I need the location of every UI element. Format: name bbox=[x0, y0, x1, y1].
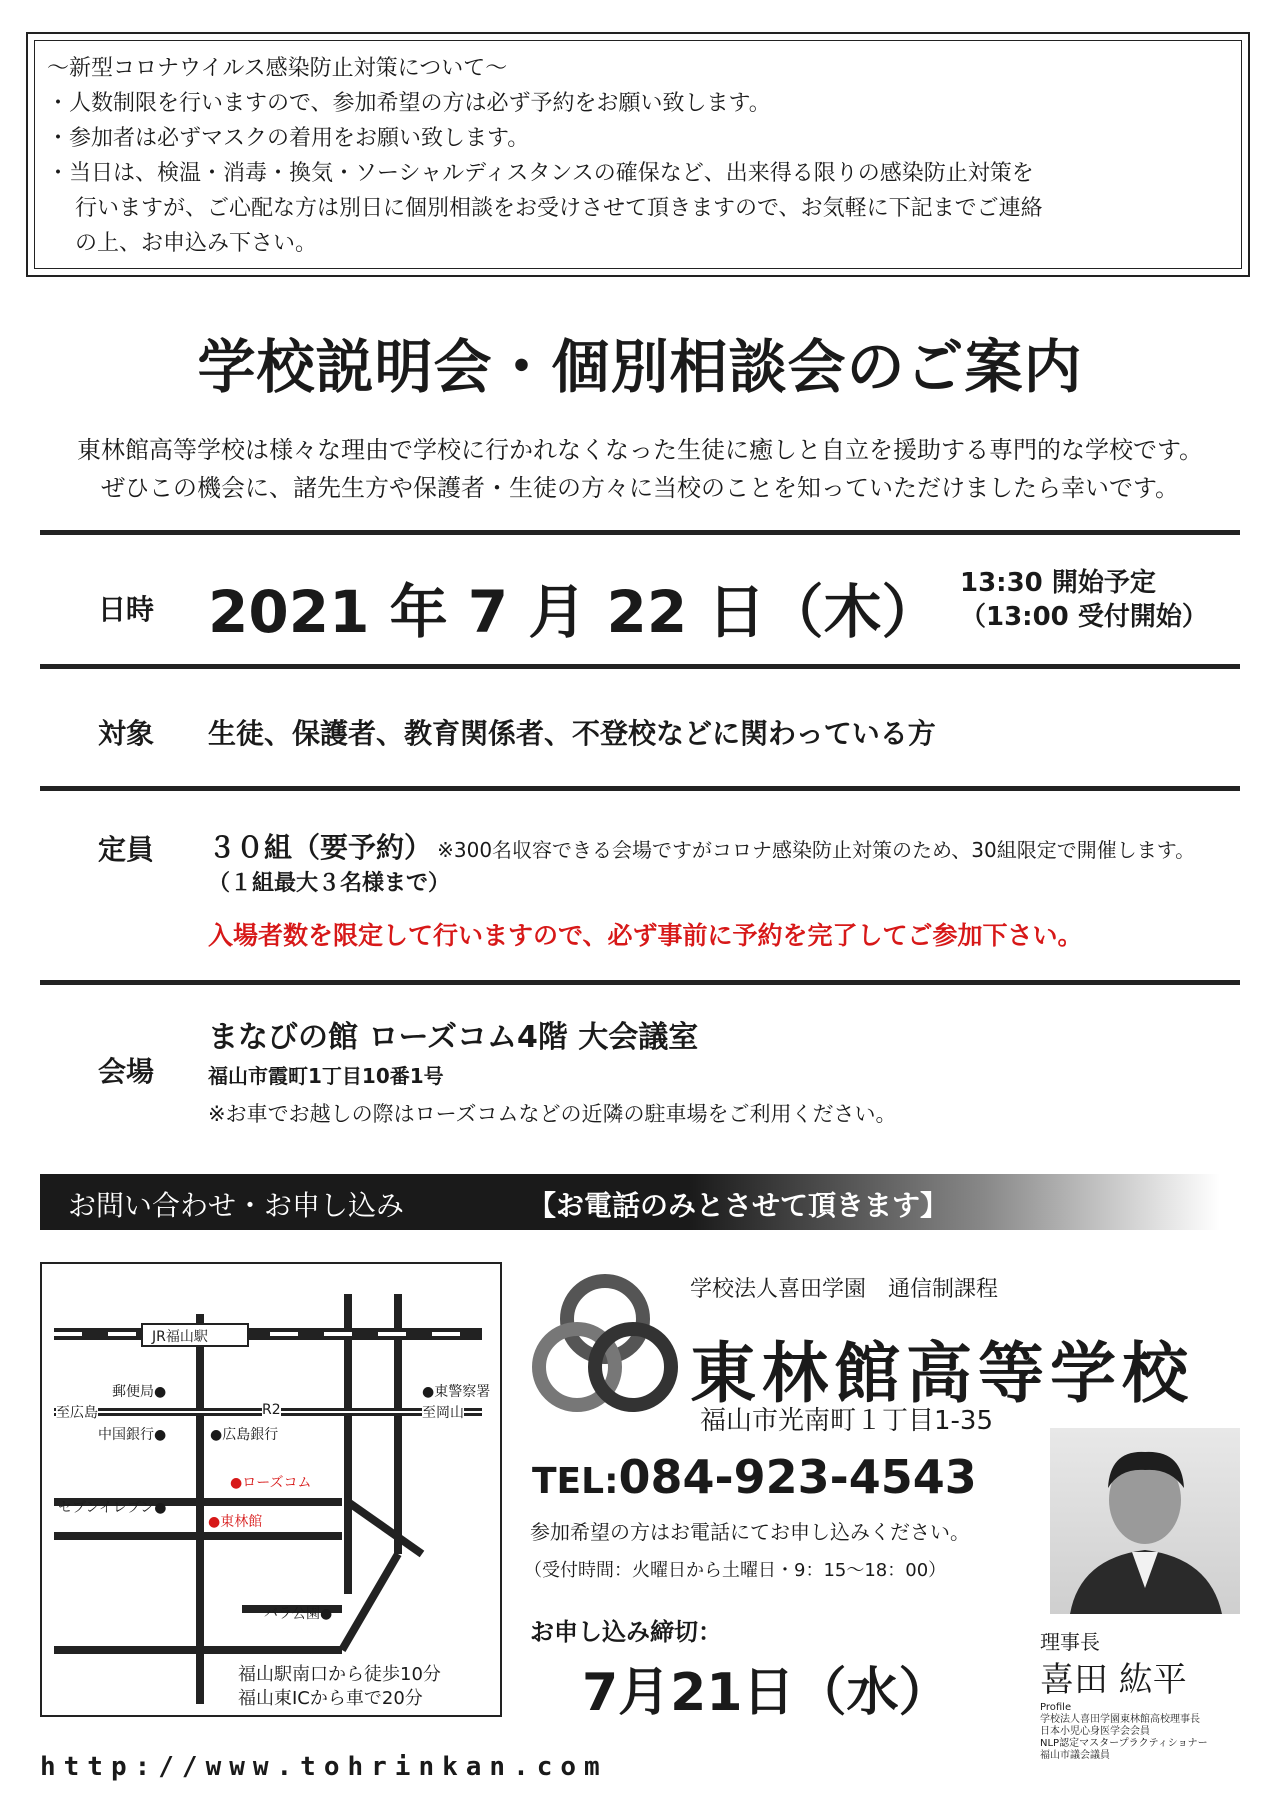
target-label: 対象 bbox=[98, 717, 155, 750]
venue-name: まなびの館 ローズコム4階 大会議室 bbox=[208, 1020, 699, 1055]
access-map bbox=[40, 1262, 502, 1717]
map-hiroshima-bank: ●広島銀行 bbox=[210, 1427, 279, 1443]
event-date: 2021 年 7 月 22 日（木） bbox=[208, 578, 940, 646]
capacity-row bbox=[208, 826, 1195, 866]
notice-line: 行いますが、ご心配な方は別日に個別相談をお受けさせて頂きますので、お気軽に下記までご連絡 bbox=[75, 196, 1043, 221]
director-name: 喜田 紘平 bbox=[1040, 1660, 1187, 1700]
reception-time: （13:00 受付開始） bbox=[960, 602, 1208, 632]
capacity-label: 定員 bbox=[98, 833, 155, 866]
notice-heading: 〜新型コロナウイルス感染防止対策について〜 bbox=[47, 56, 508, 81]
map-to-okayama: 至岡山 bbox=[422, 1402, 464, 1422]
director-profile bbox=[1040, 1702, 1208, 1762]
venue-label: 会場 bbox=[98, 1055, 155, 1088]
profile-line: 福山市議会議員 bbox=[1040, 1750, 1110, 1761]
notice-line: ・人数制限を行いますので、参加希望の方は必ず予約をお願い致します。 bbox=[47, 91, 771, 116]
capacity-sub: （１組最大３名様まで） bbox=[208, 871, 451, 896]
intro-line: ぜひこの機会に、諸先生方や保護者・生徒の方々に当校のことを知っていただけましたら幸いです。 bbox=[100, 474, 1180, 502]
intro-line: 東林館高等学校は様々な理由で学校に行かれなくなった生徒に癒しと自立を援助する専門的な学校です。 bbox=[76, 436, 1204, 464]
target-value: 生徒、保護者、教育関係者、不登校などに関わっている方 bbox=[208, 717, 936, 750]
map-station: JR福山駅 bbox=[152, 1329, 208, 1345]
map-chugoku-bank: 中国銀行● bbox=[98, 1427, 167, 1443]
map-rosecom: ●ローズコム bbox=[230, 1475, 312, 1491]
school-logo bbox=[530, 1272, 680, 1422]
event-time bbox=[960, 566, 1208, 634]
contact-banner bbox=[40, 1174, 1220, 1230]
profile-label: Profile bbox=[1040, 1702, 1072, 1713]
map-access-car: 福山東ICから車で20分 bbox=[238, 1688, 423, 1709]
map-police: ●東警察署 bbox=[422, 1384, 491, 1400]
capacity-value: ３０組（要予約） bbox=[208, 831, 433, 864]
capacity-note: ※300名収容できる会場ですがコロナ感染防止対策のため、30組限定で開催します。 bbox=[437, 838, 1196, 862]
notice-line: ・当日は、検温・消毒・換気・ソーシャルディスタンスの確保など、出来得る限りの感染防止対策を bbox=[47, 161, 1034, 186]
map-r2: R2 bbox=[262, 1402, 281, 1418]
school-address: 福山市光南町１丁目1-35 bbox=[700, 1406, 994, 1436]
divider bbox=[40, 530, 1240, 535]
deadline-label: お申し込み締切： bbox=[530, 1618, 722, 1646]
covid-notice-box bbox=[26, 32, 1250, 277]
tel-hours: （受付時間：火曜日から土曜日・9：15〜18：00） bbox=[524, 1560, 947, 1581]
divider bbox=[40, 786, 1240, 791]
website-url[interactable]: http://www.tohrinkan.com bbox=[40, 1752, 608, 1782]
map-seven-eleven: セブンイレブン● bbox=[58, 1500, 167, 1516]
venue-address: 福山市霞町1丁目10番1号 bbox=[208, 1064, 444, 1088]
reservation-warning: 入場者数を限定して行いますので、必ず事前に予約を完了してご参加下さい。 bbox=[208, 921, 1083, 950]
deadline-date: 7月21日（水） bbox=[582, 1663, 951, 1723]
phone-number: TEL:084-923-4543 bbox=[532, 1450, 977, 1504]
notice-line: の上、お申込み下さい。 bbox=[75, 231, 318, 256]
divider bbox=[40, 980, 1240, 985]
director-photo bbox=[1050, 1428, 1240, 1614]
profile-line: 日本小児心身医学会会員 bbox=[1040, 1726, 1150, 1737]
director-portrait bbox=[1050, 1428, 1240, 1614]
map-to-hiroshima: 至広島 bbox=[56, 1402, 98, 1422]
contact-banner-title: お問い合わせ・お申し込み bbox=[68, 1189, 405, 1222]
map-tohrinkan: ●東林館 bbox=[208, 1514, 263, 1530]
map-post-office: 郵便局● bbox=[112, 1384, 167, 1400]
notice-line: ・参加者は必ずマスクの着用をお願い致します。 bbox=[47, 126, 530, 151]
contact-banner-note: 【お電話のみとさせて頂きます】 bbox=[528, 1189, 949, 1222]
date-label: 日時 bbox=[98, 593, 155, 626]
map-bara-park: バラ公園● bbox=[264, 1606, 333, 1622]
start-time: 13:30 開始予定 bbox=[960, 568, 1156, 598]
profile-line: NLP認定マスタープラクティショナー bbox=[1040, 1738, 1208, 1749]
divider bbox=[40, 664, 1240, 669]
venue-note: ※お車でお越しの際はローズコムなどの近隣の駐車場をご利用ください。 bbox=[208, 1102, 897, 1126]
map-access-walk: 福山駅南口から徒歩10分 bbox=[238, 1664, 441, 1685]
school-corp: 学校法人喜田学園 通信制課程 bbox=[690, 1277, 999, 1302]
tel-note: 参加希望の方はお電話にてお申し込みください。 bbox=[530, 1520, 970, 1544]
school-name: 東林館高等学校 bbox=[690, 1334, 1194, 1412]
profile-line: 学校法人喜田学園東林館高校理事長 bbox=[1040, 1714, 1200, 1725]
page-title: 学校説明会・個別相談会のご案内 bbox=[197, 333, 1083, 401]
director-role: 理事長 bbox=[1040, 1630, 1100, 1654]
